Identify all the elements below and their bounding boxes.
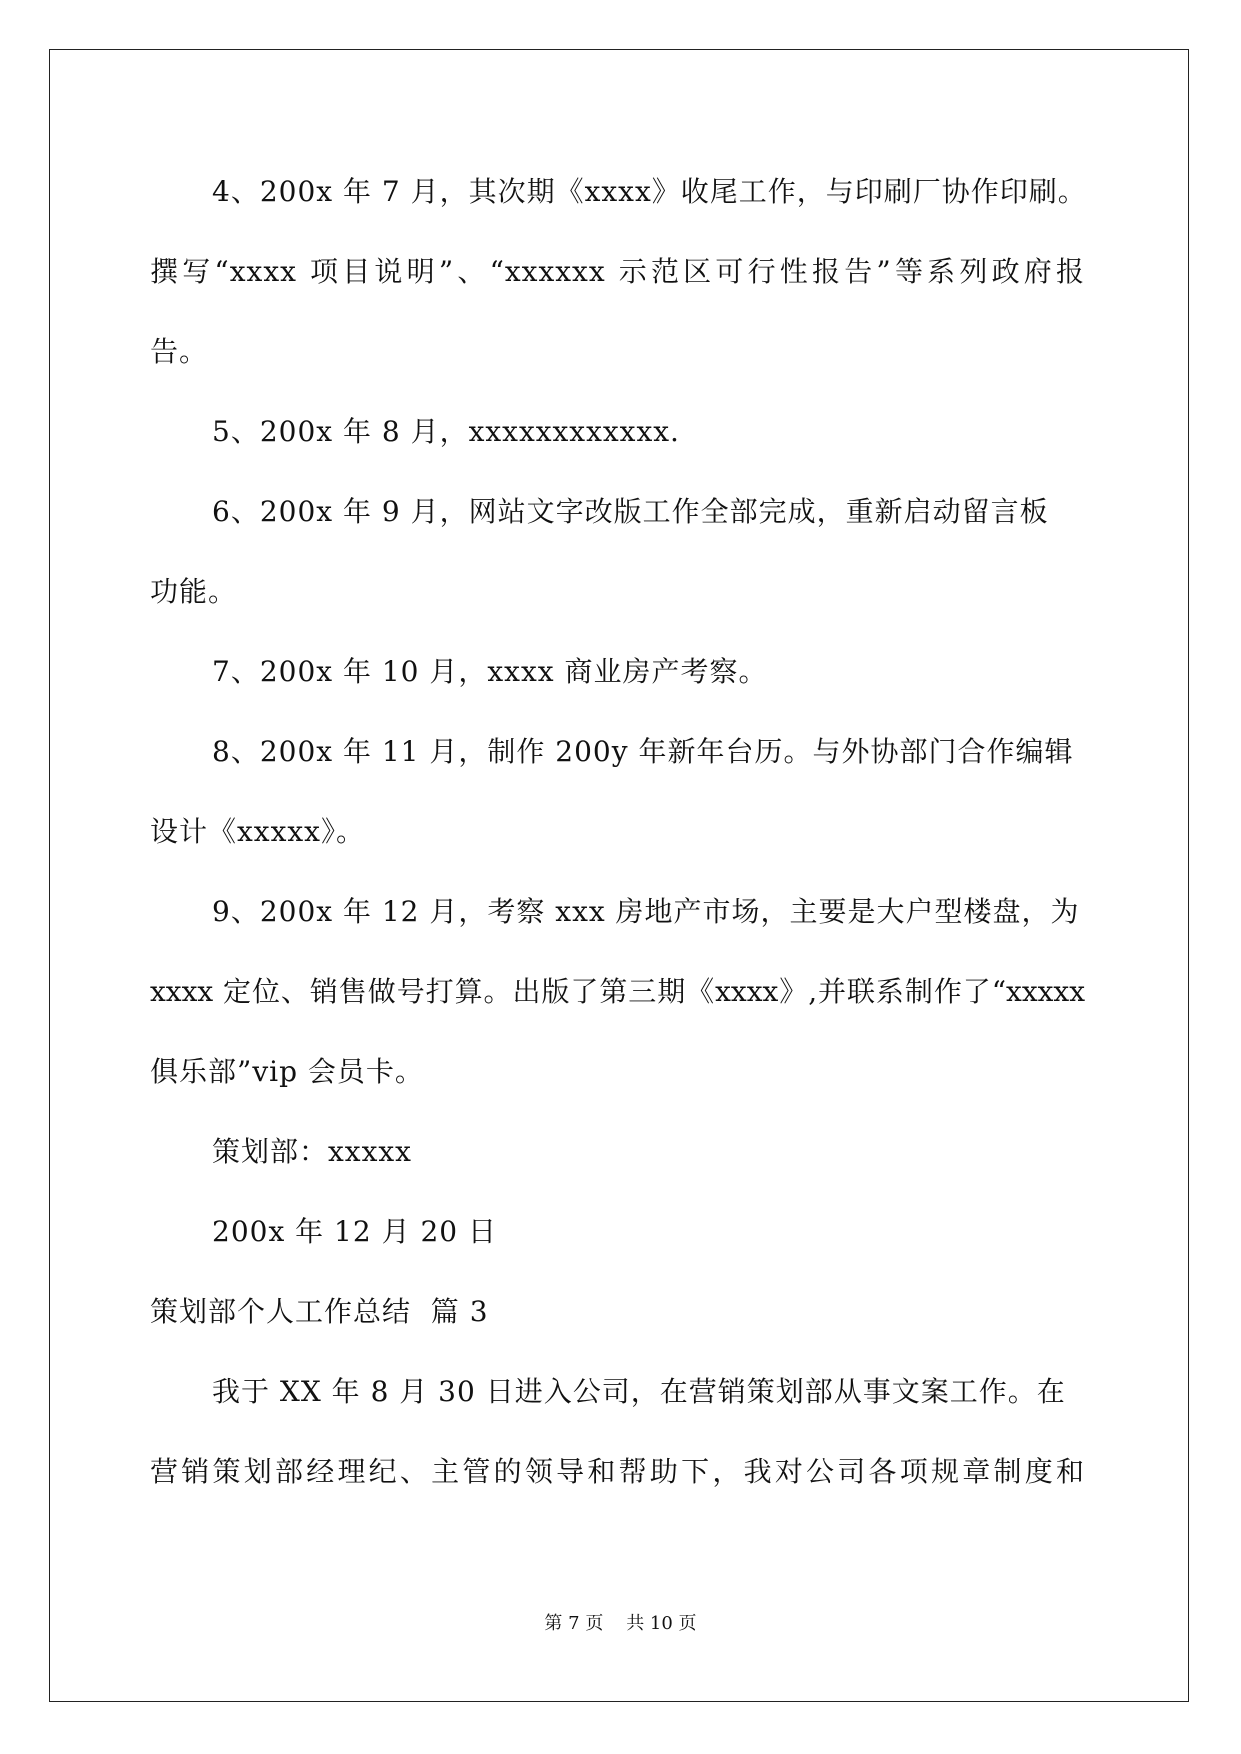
paragraph-8-line-1: 8、200x 年 11 月，制作 200y 年新年台历。与外协部门合作编辑 [212, 735, 1074, 768]
signature-department: 策划部：xxxxx [212, 1135, 412, 1168]
paragraph-9-line-3: 俱乐部”vip 会员卡。 [150, 1055, 424, 1088]
paragraph-8-line-2: 设计《xxxxx》。 [150, 815, 365, 848]
paragraph-4-line-2: 撰写“xxxx 项目说明”、“xxxxxx 示范区可行性报告”等系列政府报 [150, 255, 1085, 288]
paragraph-10-line-2: 营销策划部经理纪、主管的领导和帮助下，我对公司各项规章制度和 [150, 1455, 1085, 1488]
paragraph-7-line-1: 7、200x 年 10 月，xxxx 商业房产考察。 [212, 655, 768, 688]
paragraph-10-line-1: 我于 XX 年 8 月 30 日进入公司，在营销策划部从事文案工作。在 [212, 1375, 1066, 1408]
page-number-footer: 第 7 页 共 10 页 [544, 1613, 697, 1634]
paragraph-5-line-1: 5、200x 年 8 月，xxxxxxxxxxxx. [212, 415, 680, 448]
paragraph-6-line-2: 功能。 [150, 575, 238, 608]
section-heading: 策划部个人工作总结 篇 3 [150, 1295, 489, 1328]
paragraph-9-line-2: xxxx 定位、销售做号打算。出版了第三期《xxxx》,并联系制作了“xxxxx [150, 975, 1085, 1008]
paragraph-9-line-1: 9、200x 年 12 月，考察 xxx 房地产市场，主要是大户型楼盘，为 [212, 895, 1080, 928]
paragraph-4-line-3: 告。 [150, 335, 209, 368]
signature-date: 200x 年 12 月 20 日 [212, 1215, 497, 1248]
paragraph-6-line-1: 6、200x 年 9 月，网站文字改版工作全部完成，重新启动留言板 [212, 495, 1049, 528]
paragraph-4-line-1: 4、200x 年 7 月，其次期《xxxx》收尾工作，与印刷厂协作印刷。 [212, 175, 1087, 208]
